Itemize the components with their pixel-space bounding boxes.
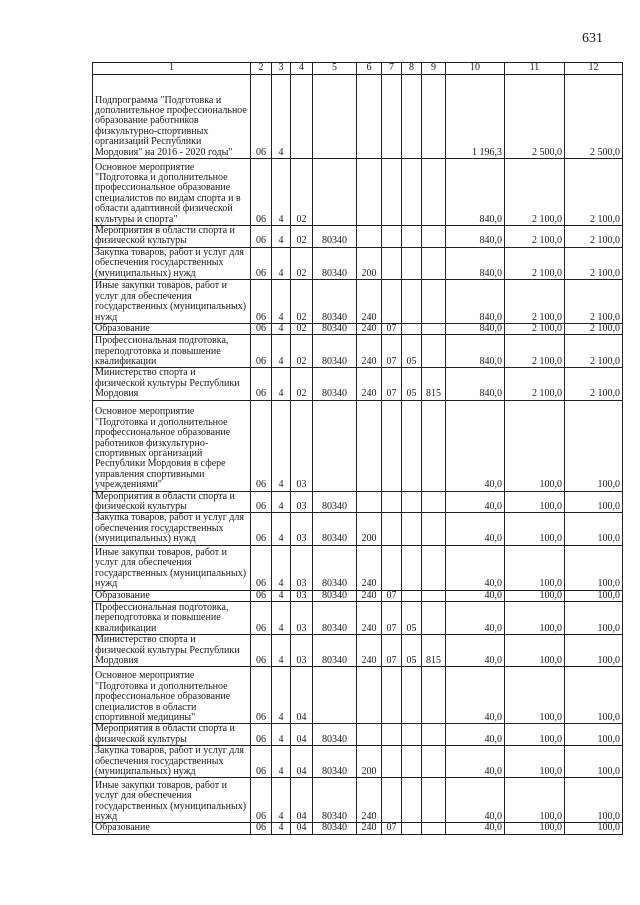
- code-cell: [422, 823, 446, 834]
- code-cell: 200: [357, 513, 382, 545]
- code-cell: 4: [272, 667, 291, 724]
- code-cell: 4: [272, 324, 291, 335]
- amount-cell: 840,0: [446, 280, 505, 324]
- code-cell: [382, 400, 402, 491]
- row-name: Закупка товаров, работ и услуг для обеспечения государственных (муниципальных) нужд: [93, 247, 251, 279]
- amount-cell: 100,0: [505, 724, 565, 746]
- amount-cell: 100,0: [565, 667, 623, 724]
- code-cell: 4: [272, 590, 291, 601]
- code-cell: 80340: [313, 778, 357, 823]
- code-cell: 03: [291, 590, 313, 601]
- code-cell: [422, 324, 446, 335]
- code-cell: [382, 724, 402, 746]
- amount-cell: 40,0: [446, 746, 505, 778]
- amount-cell: 2 100,0: [505, 335, 565, 368]
- amount-cell: 100,0: [505, 513, 565, 545]
- code-cell: 06: [251, 226, 272, 248]
- column-number: 9: [422, 63, 446, 75]
- code-cell: [422, 247, 446, 279]
- column-number: 3: [272, 63, 291, 75]
- amount-cell: 2 100,0: [565, 280, 623, 324]
- amount-cell: 2 100,0: [505, 226, 565, 248]
- code-cell: 4: [272, 368, 291, 400]
- code-cell: [313, 75, 357, 159]
- code-cell: 05: [402, 368, 422, 400]
- code-cell: 4: [272, 247, 291, 279]
- table-row: [93, 823, 623, 834]
- table-row: [93, 159, 623, 226]
- code-cell: 80340: [313, 545, 357, 590]
- code-cell: 80340: [313, 513, 357, 545]
- amount-cell: 2 100,0: [565, 159, 623, 226]
- amount-cell: 100,0: [565, 602, 623, 635]
- column-number: 4: [291, 63, 313, 75]
- code-cell: [422, 746, 446, 778]
- column-number: 11: [505, 63, 565, 75]
- code-cell: [382, 667, 402, 724]
- code-cell: [402, 746, 422, 778]
- code-cell: 4: [272, 724, 291, 746]
- code-cell: 02: [291, 280, 313, 324]
- row-name: Иные закупки товаров, работ и услуг для обеспечения государственных (муниципальных) нужд: [93, 545, 251, 590]
- table-row: [93, 280, 623, 324]
- amount-cell: 100,0: [505, 491, 565, 513]
- code-cell: [402, 667, 422, 724]
- amount-cell: 100,0: [505, 602, 565, 635]
- amount-cell: 100,0: [505, 778, 565, 823]
- code-cell: 06: [251, 75, 272, 159]
- amount-cell: 40,0: [446, 823, 505, 834]
- table-row: [93, 545, 623, 590]
- code-cell: [402, 226, 422, 248]
- code-cell: [422, 667, 446, 724]
- code-cell: 240: [357, 635, 382, 667]
- amount-cell: 100,0: [565, 400, 623, 491]
- code-cell: 06: [251, 724, 272, 746]
- row-name: Иные закупки товаров, работ и услуг для обеспечения государственных (муниципальных) нужд: [93, 280, 251, 324]
- code-cell: 80340: [313, 280, 357, 324]
- code-cell: 4: [272, 280, 291, 324]
- amount-cell: 100,0: [505, 400, 565, 491]
- row-name: Профессиональная подготовка, переподготовка и повышение квалификации: [93, 335, 251, 368]
- code-cell: [402, 324, 422, 335]
- code-cell: 06: [251, 545, 272, 590]
- code-cell: [313, 400, 357, 491]
- code-cell: 03: [291, 635, 313, 667]
- column-number: 1: [93, 63, 251, 75]
- code-cell: [313, 667, 357, 724]
- amount-cell: 2 100,0: [505, 368, 565, 400]
- code-cell: [357, 159, 382, 226]
- amount-cell: 40,0: [446, 635, 505, 667]
- code-cell: [402, 545, 422, 590]
- budget-table: [92, 62, 623, 835]
- code-cell: 04: [291, 823, 313, 834]
- code-cell: [402, 590, 422, 601]
- code-cell: 02: [291, 368, 313, 400]
- code-cell: 02: [291, 335, 313, 368]
- code-cell: 4: [272, 823, 291, 834]
- table-row: [93, 667, 623, 724]
- code-cell: 4: [272, 159, 291, 226]
- code-cell: [422, 724, 446, 746]
- row-name: Иные закупки товаров, работ и услуг для обеспечения государственных (муниципальных) нужд: [93, 778, 251, 823]
- amount-cell: 100,0: [505, 667, 565, 724]
- code-cell: 240: [357, 823, 382, 834]
- code-cell: 240: [357, 602, 382, 635]
- code-cell: 80340: [313, 368, 357, 400]
- table-row: [93, 75, 623, 159]
- amount-cell: 2 100,0: [565, 368, 623, 400]
- amount-cell: 840,0: [446, 226, 505, 248]
- code-cell: 06: [251, 368, 272, 400]
- code-cell: [402, 280, 422, 324]
- table-row: [93, 368, 623, 400]
- amount-cell: 40,0: [446, 400, 505, 491]
- code-cell: 03: [291, 545, 313, 590]
- code-cell: 4: [272, 491, 291, 513]
- code-cell: 4: [272, 75, 291, 159]
- amount-cell: 100,0: [505, 635, 565, 667]
- amount-cell: 40,0: [446, 545, 505, 590]
- table-row: [93, 226, 623, 248]
- row-name: Профессиональная подготовка, переподготовка и повышение квалификации: [93, 602, 251, 635]
- table-row: [93, 746, 623, 778]
- amount-cell: 840,0: [446, 247, 505, 279]
- amount-cell: 40,0: [446, 724, 505, 746]
- column-number: 12: [565, 63, 623, 75]
- row-name: Подпрограмма "Подготовка и дополнительное профессиональное образование работников физкультурно-спортивных организаций Республики Мордовия" на 2016 - 2020 годы": [93, 75, 251, 159]
- amount-cell: 100,0: [505, 545, 565, 590]
- row-name: Мероприятия в области спорта и физической культуры: [93, 724, 251, 746]
- column-number: 10: [446, 63, 505, 75]
- amount-cell: 40,0: [446, 513, 505, 545]
- code-cell: [422, 545, 446, 590]
- amount-cell: 1 196,3: [446, 75, 505, 159]
- code-cell: 07: [382, 635, 402, 667]
- code-cell: 06: [251, 513, 272, 545]
- row-name: Министерство спорта и физической культуры Республики Мордовия: [93, 368, 251, 400]
- code-cell: 07: [382, 590, 402, 601]
- code-cell: 4: [272, 335, 291, 368]
- code-cell: 80340: [313, 602, 357, 635]
- code-cell: [402, 75, 422, 159]
- code-cell: 80340: [313, 635, 357, 667]
- code-cell: 06: [251, 247, 272, 279]
- code-cell: [402, 724, 422, 746]
- code-cell: 80340: [313, 823, 357, 834]
- code-cell: 240: [357, 545, 382, 590]
- code-cell: 05: [402, 635, 422, 667]
- row-name: Основное мероприятие "Подготовка и дополнительное профессиональное образование специалистов по видам спорта и в области адаптивной физической культуры и спорта": [93, 159, 251, 226]
- amount-cell: 100,0: [565, 778, 623, 823]
- code-cell: [402, 159, 422, 226]
- code-cell: 02: [291, 226, 313, 248]
- code-cell: 06: [251, 602, 272, 635]
- code-cell: [422, 280, 446, 324]
- code-cell: 200: [357, 247, 382, 279]
- column-number: 6: [357, 63, 382, 75]
- code-cell: [402, 513, 422, 545]
- code-cell: [382, 746, 402, 778]
- table-body: [93, 75, 623, 835]
- amount-cell: 100,0: [505, 746, 565, 778]
- row-name: Основное мероприятие "Подготовка и дополнительное профессиональное образование специалистов в области спортивной медицины": [93, 667, 251, 724]
- code-cell: [382, 491, 402, 513]
- amount-cell: 100,0: [505, 590, 565, 601]
- code-cell: [382, 159, 402, 226]
- code-cell: 240: [357, 590, 382, 601]
- row-name: Закупка товаров, работ и услуг для обеспечения государственных (муниципальных) нужд: [93, 513, 251, 545]
- code-cell: [402, 247, 422, 279]
- code-cell: 4: [272, 226, 291, 248]
- code-cell: 04: [291, 667, 313, 724]
- code-cell: [422, 159, 446, 226]
- code-cell: 4: [272, 778, 291, 823]
- code-cell: 06: [251, 590, 272, 601]
- code-cell: 03: [291, 513, 313, 545]
- code-cell: 200: [357, 746, 382, 778]
- code-cell: 4: [272, 746, 291, 778]
- code-cell: [357, 400, 382, 491]
- code-cell: [422, 335, 446, 368]
- amount-cell: 2 100,0: [565, 247, 623, 279]
- code-cell: 80340: [313, 590, 357, 601]
- code-cell: [402, 778, 422, 823]
- code-cell: [382, 247, 402, 279]
- column-number: 7: [382, 63, 402, 75]
- code-cell: 4: [272, 602, 291, 635]
- code-cell: [402, 491, 422, 513]
- table-row: [93, 247, 623, 279]
- code-cell: [382, 778, 402, 823]
- code-cell: 02: [291, 247, 313, 279]
- page-number: 631: [582, 31, 603, 46]
- row-name: Закупка товаров, работ и услуг для обеспечения государственных (муниципальных) нужд: [93, 746, 251, 778]
- amount-cell: 100,0: [565, 746, 623, 778]
- code-cell: 80340: [313, 724, 357, 746]
- code-cell: [422, 400, 446, 491]
- code-cell: 04: [291, 724, 313, 746]
- code-cell: 06: [251, 280, 272, 324]
- code-cell: 05: [402, 335, 422, 368]
- code-cell: 07: [382, 335, 402, 368]
- row-name: Министерство спорта и физической культуры Республики Мордовия: [93, 635, 251, 667]
- row-name: Образование: [93, 823, 251, 834]
- code-cell: 06: [251, 635, 272, 667]
- code-cell: 240: [357, 324, 382, 335]
- amount-cell: 40,0: [446, 602, 505, 635]
- code-cell: [313, 159, 357, 226]
- amount-cell: 2 100,0: [505, 247, 565, 279]
- code-cell: 06: [251, 746, 272, 778]
- amount-cell: 40,0: [446, 778, 505, 823]
- code-cell: [402, 823, 422, 834]
- amount-cell: 2 500,0: [505, 75, 565, 159]
- code-cell: 06: [251, 159, 272, 226]
- code-cell: [357, 491, 382, 513]
- table-row: [93, 400, 623, 491]
- amount-cell: 840,0: [446, 324, 505, 335]
- code-cell: 815: [422, 368, 446, 400]
- code-cell: [357, 75, 382, 159]
- amount-cell: 2 100,0: [565, 226, 623, 248]
- code-cell: 240: [357, 778, 382, 823]
- code-cell: 4: [272, 545, 291, 590]
- amount-cell: 840,0: [446, 159, 505, 226]
- row-name: Образование: [93, 324, 251, 335]
- amount-cell: 100,0: [565, 491, 623, 513]
- column-number: 2: [251, 63, 272, 75]
- code-cell: 02: [291, 159, 313, 226]
- code-cell: 80340: [313, 491, 357, 513]
- code-cell: [422, 226, 446, 248]
- amount-cell: 2 100,0: [565, 324, 623, 335]
- code-cell: [382, 545, 402, 590]
- amount-cell: 2 500,0: [565, 75, 623, 159]
- code-cell: [357, 667, 382, 724]
- code-cell: [382, 75, 402, 159]
- column-number: 8: [402, 63, 422, 75]
- column-number-row: [93, 63, 623, 75]
- code-cell: 4: [272, 635, 291, 667]
- code-cell: 80340: [313, 335, 357, 368]
- code-cell: 07: [382, 368, 402, 400]
- code-cell: [422, 491, 446, 513]
- code-cell: 80340: [313, 226, 357, 248]
- amount-cell: 100,0: [565, 724, 623, 746]
- code-cell: [422, 590, 446, 601]
- code-cell: 06: [251, 667, 272, 724]
- code-cell: [422, 602, 446, 635]
- code-cell: 80340: [313, 247, 357, 279]
- table-row: [93, 724, 623, 746]
- code-cell: 80340: [313, 746, 357, 778]
- amount-cell: 100,0: [565, 545, 623, 590]
- amount-cell: 40,0: [446, 491, 505, 513]
- code-cell: 02: [291, 324, 313, 335]
- code-cell: 04: [291, 778, 313, 823]
- amount-cell: 2 100,0: [505, 280, 565, 324]
- code-cell: [357, 724, 382, 746]
- amount-cell: 40,0: [446, 590, 505, 601]
- code-cell: 06: [251, 400, 272, 491]
- column-number: 5: [313, 63, 357, 75]
- amount-cell: 840,0: [446, 368, 505, 400]
- code-cell: 06: [251, 335, 272, 368]
- code-cell: 06: [251, 491, 272, 513]
- amount-cell: 100,0: [565, 590, 623, 601]
- code-cell: [382, 226, 402, 248]
- code-cell: 80340: [313, 324, 357, 335]
- amount-cell: 2 100,0: [505, 324, 565, 335]
- amount-cell: 40,0: [446, 667, 505, 724]
- code-cell: [357, 226, 382, 248]
- table-row: [93, 602, 623, 635]
- amount-cell: 100,0: [565, 823, 623, 834]
- code-cell: 07: [382, 602, 402, 635]
- code-cell: 240: [357, 335, 382, 368]
- row-name: Мероприятия в области спорта и физической культуры: [93, 491, 251, 513]
- code-cell: [402, 400, 422, 491]
- table-row: [93, 324, 623, 335]
- code-cell: 06: [251, 823, 272, 834]
- table-row: [93, 635, 623, 667]
- code-cell: 815: [422, 635, 446, 667]
- code-cell: 06: [251, 778, 272, 823]
- row-name: Мероприятия в области спорта и физической культуры: [93, 226, 251, 248]
- code-cell: 4: [272, 513, 291, 545]
- table-row: [93, 491, 623, 513]
- code-cell: 03: [291, 491, 313, 513]
- code-cell: [291, 75, 313, 159]
- code-cell: 04: [291, 746, 313, 778]
- amount-cell: 100,0: [565, 635, 623, 667]
- code-cell: [422, 513, 446, 545]
- table-row: [93, 590, 623, 601]
- table-row: [93, 513, 623, 545]
- code-cell: 03: [291, 400, 313, 491]
- row-name: Образование: [93, 590, 251, 601]
- code-cell: 06: [251, 324, 272, 335]
- code-cell: 240: [357, 280, 382, 324]
- table-row: [93, 778, 623, 823]
- amount-cell: 2 100,0: [565, 335, 623, 368]
- row-name: Основное мероприятие "Подготовка и дополнительное профессиональное образование работников физкультурно-спортивных организаций Республики Мордовия в сфере управления спортивными учреждениями": [93, 400, 251, 491]
- code-cell: [382, 280, 402, 324]
- code-cell: 4: [272, 400, 291, 491]
- code-cell: 240: [357, 368, 382, 400]
- code-cell: [422, 778, 446, 823]
- table-row: [93, 335, 623, 368]
- code-cell: 07: [382, 823, 402, 834]
- code-cell: 03: [291, 602, 313, 635]
- code-cell: [382, 513, 402, 545]
- amount-cell: 840,0: [446, 335, 505, 368]
- amount-cell: 2 100,0: [505, 159, 565, 226]
- amount-cell: 100,0: [565, 513, 623, 545]
- amount-cell: 100,0: [505, 823, 565, 834]
- code-cell: 07: [382, 324, 402, 335]
- code-cell: [422, 75, 446, 159]
- code-cell: 05: [402, 602, 422, 635]
